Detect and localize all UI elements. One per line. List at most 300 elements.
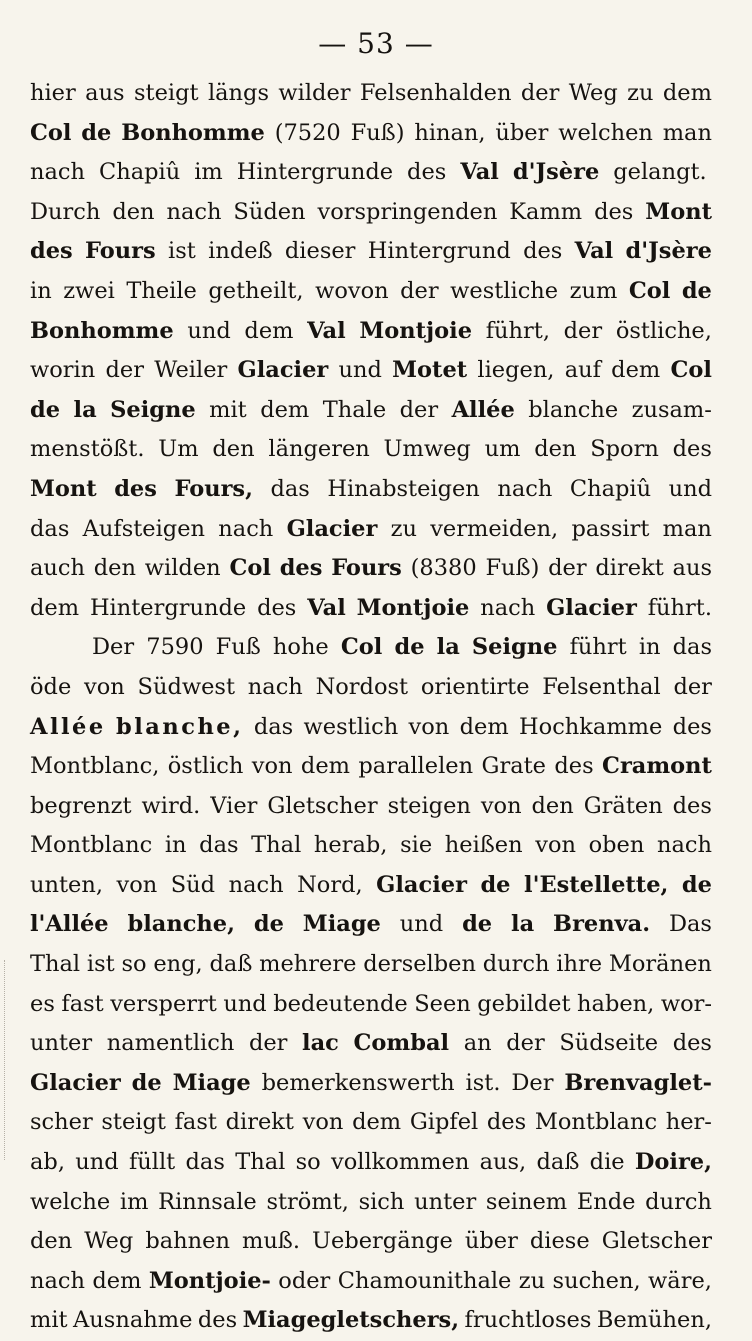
word: Chapiû (569, 475, 652, 502)
word: Glacier (286, 515, 378, 542)
word: eng, (153, 951, 203, 978)
word: Süden (233, 198, 306, 225)
word: blanche (528, 396, 619, 423)
word: Süd (170, 871, 216, 898)
word: Felsenthal (542, 673, 661, 700)
word: la (436, 634, 460, 661)
word: Glacier (376, 871, 467, 898)
word: unter (414, 1188, 477, 1215)
word: gelangt. (613, 159, 707, 186)
word: versperrt (110, 990, 217, 1017)
word: indeß (208, 238, 273, 265)
word: man (662, 119, 712, 146)
word: direkt (225, 1109, 294, 1136)
word: und (223, 990, 267, 1017)
text-line (30, 628, 712, 668)
word: in (638, 634, 661, 661)
text-line (30, 430, 712, 470)
word: dem (92, 1267, 142, 1294)
word: zu (390, 515, 417, 542)
word: den (534, 436, 577, 463)
word: de (480, 871, 511, 898)
word: Sporn (590, 436, 659, 463)
word: seinem (485, 1188, 568, 1215)
word: mit (209, 396, 247, 423)
word: wird. (141, 792, 201, 819)
word: der (548, 555, 587, 582)
word: de (394, 634, 425, 661)
word: Chamounithale (337, 1267, 512, 1294)
word: Montjoie- (148, 1267, 271, 1294)
word: mehrere (259, 951, 357, 978)
word: Cramont (602, 753, 712, 780)
word: mit (30, 1307, 68, 1334)
word: Miage (302, 911, 381, 938)
text-line (30, 74, 712, 114)
word: Montjoie (359, 317, 473, 344)
word: längs (207, 80, 269, 106)
word: der (520, 80, 560, 106)
word: unter (30, 1030, 93, 1057)
word: Um (158, 436, 199, 463)
word: vermeiden, (430, 515, 559, 542)
word: de (462, 911, 493, 938)
word: Kamm (509, 198, 583, 225)
word: Hochkamme (519, 713, 663, 740)
word: zu (627, 80, 654, 106)
word: (8380 (410, 555, 477, 582)
word: Brenvaglet- (564, 1069, 712, 1096)
text-line (30, 1064, 712, 1104)
word: nach (166, 198, 222, 225)
word: Hintergrund (367, 238, 511, 265)
text-line (30, 549, 712, 589)
word: blanche, (127, 911, 235, 938)
word: in (164, 832, 187, 859)
word: wor- (660, 990, 712, 1017)
word: Fours (331, 555, 402, 582)
text-line (30, 1103, 712, 1143)
word: Fours, (174, 475, 253, 502)
word: an (463, 1030, 492, 1057)
word: blanche, (116, 713, 244, 740)
word: passirt (571, 515, 650, 542)
word: Bonhomme (30, 317, 174, 344)
word: Fuß) (350, 119, 405, 146)
word: von (480, 792, 522, 819)
word: von (84, 673, 125, 700)
word: Das (668, 911, 712, 938)
word: der (673, 673, 712, 700)
text-line (30, 866, 712, 906)
word: l'Allée (30, 911, 109, 938)
word: de (30, 396, 61, 423)
text-line (30, 1262, 712, 1302)
word: Seen (414, 990, 471, 1017)
word: der (248, 1030, 288, 1057)
word: aus (672, 555, 712, 582)
word: de (253, 911, 284, 938)
word: Weg (568, 80, 618, 106)
word: d'Jsère (625, 238, 712, 265)
word: steigt (101, 1109, 166, 1136)
word: führt, (485, 317, 550, 344)
word: des (672, 792, 712, 819)
word: parallelen (358, 753, 474, 780)
word: Allée (30, 713, 106, 740)
word: ihre (556, 951, 603, 978)
word: das (253, 713, 294, 740)
word: sich (358, 1188, 405, 1215)
word: man (662, 515, 712, 542)
text-line (30, 668, 712, 708)
word: liegen, (477, 357, 555, 384)
word: und (187, 317, 231, 344)
word: Thale (322, 396, 387, 423)
word: des (554, 753, 594, 780)
word: nach (657, 832, 712, 859)
word: oder (278, 1267, 331, 1294)
word: Weiler (154, 357, 228, 384)
word: Weg (84, 1228, 134, 1255)
word: Thal (30, 951, 81, 978)
text-line (30, 708, 712, 748)
word: Moränen (608, 951, 712, 978)
word: Theile (126, 277, 197, 304)
word: auch (30, 555, 85, 582)
word: Bemühen, (596, 1307, 712, 1334)
word: dem (260, 396, 310, 423)
word: das (199, 832, 239, 859)
word: namentlich (106, 1030, 235, 1057)
text-line (30, 787, 712, 827)
text-line (30, 153, 712, 193)
body-text (30, 74, 712, 1341)
word: de (131, 1069, 162, 1096)
word: von (116, 871, 158, 898)
word: hinan, (414, 119, 486, 146)
word: Südseite (559, 1030, 659, 1057)
word: oben (588, 832, 645, 859)
word: Fours (85, 238, 156, 265)
word: la (73, 396, 97, 423)
word: Fuß) (485, 555, 540, 582)
word: heißen (444, 832, 523, 859)
word: direkt (595, 555, 664, 582)
word: zwei (63, 277, 115, 304)
word: dem (300, 753, 350, 780)
text-line (30, 1024, 712, 1064)
word: Chapiû (99, 159, 181, 186)
word: im (194, 159, 223, 186)
word: 7590 (146, 634, 204, 661)
word: Der (511, 1069, 554, 1096)
word: Val (460, 159, 499, 186)
word: dem (352, 1109, 402, 1136)
word: dem (459, 713, 509, 740)
word: Südwest (137, 673, 236, 700)
word: lac (302, 1030, 339, 1057)
word: Col (670, 357, 712, 384)
word: führt (569, 634, 627, 661)
word: der (506, 1030, 545, 1057)
text-line (30, 905, 712, 945)
word: der (105, 357, 144, 384)
word: menstößt. (30, 436, 145, 463)
word: um (484, 436, 521, 463)
text-line (30, 193, 712, 233)
word: Miage (172, 1069, 251, 1096)
word: Bonhomme (121, 119, 265, 146)
word: westliche (450, 277, 559, 304)
word: daß (536, 1149, 580, 1176)
word: Aufsteigen (82, 515, 206, 542)
word: herab, (313, 832, 388, 859)
word: der (399, 396, 439, 423)
word: Hinabsteigen (327, 475, 480, 502)
word: des (594, 198, 634, 225)
word: steigt (134, 80, 199, 106)
word: Val (574, 238, 614, 265)
word: so (295, 1149, 321, 1176)
word: Nord, (297, 871, 363, 898)
text-line (30, 1222, 712, 1262)
word: ist. (465, 1069, 501, 1096)
word: in (30, 277, 52, 304)
word: worin (30, 357, 96, 384)
word: nach (497, 475, 553, 502)
word: daß (209, 951, 253, 978)
text-line (30, 747, 712, 787)
word: des (197, 1307, 238, 1334)
word: der (400, 277, 439, 304)
word: das (185, 1149, 225, 1176)
word: zu (518, 1267, 546, 1294)
word: ist (168, 238, 196, 265)
word: den (112, 198, 155, 225)
word: bedeutende (273, 990, 408, 1017)
word: und (75, 1149, 119, 1176)
word: bemerkenswerth (261, 1069, 455, 1096)
word: vorspringenden (317, 198, 498, 225)
word: dem (662, 80, 712, 106)
word: den (531, 792, 574, 819)
word: muß. (241, 1228, 300, 1255)
word: wilder (278, 80, 351, 106)
word: derselben (363, 951, 476, 978)
word: Glacier (30, 1069, 121, 1096)
text-line (30, 510, 712, 550)
word: des (407, 159, 447, 186)
word: strömt, (266, 1188, 349, 1215)
text-line (30, 945, 712, 985)
word: durch (482, 951, 550, 978)
word: welchen (558, 119, 653, 146)
word: Montblanc, (30, 753, 160, 780)
word: Fuß (215, 634, 261, 661)
word: Gletscher (601, 1228, 712, 1255)
text-line (30, 351, 712, 391)
word: Col (30, 119, 72, 146)
margin-mark (4, 960, 9, 1160)
word: Gletscher (267, 792, 378, 819)
word: Glacier (237, 357, 329, 384)
word: von (302, 1109, 344, 1136)
word: (7520 (274, 119, 341, 146)
word: Grate (481, 753, 546, 780)
word: nach (218, 515, 274, 542)
word: Rinnsale (158, 1188, 257, 1215)
word: des (257, 594, 297, 621)
word: Col (628, 277, 671, 304)
word: de (681, 277, 712, 304)
word: Nordost (315, 673, 409, 700)
word: nach (480, 594, 536, 621)
text-line (30, 470, 712, 510)
word: zusam- (631, 396, 712, 423)
word: Hintergrunde (236, 159, 394, 186)
word: über (495, 119, 549, 146)
word: l'Estellette, (524, 871, 669, 898)
word: der (563, 317, 603, 344)
word: de (81, 119, 112, 146)
word: des (114, 475, 157, 502)
word: la (511, 911, 535, 938)
word: die (589, 1149, 625, 1176)
word: Seigne (471, 634, 558, 661)
word: unten, (30, 871, 103, 898)
word: öde (30, 673, 72, 700)
word: her- (665, 1109, 712, 1136)
word: Val (307, 594, 346, 621)
word: füllt (128, 1149, 176, 1176)
word: im (119, 1188, 149, 1215)
word: des (672, 713, 712, 740)
word: wilden (144, 555, 221, 582)
word: und (338, 357, 382, 384)
word: und (399, 911, 444, 938)
word: führt. (647, 594, 712, 621)
word: Mont (30, 475, 97, 502)
word: vollkommen (331, 1149, 470, 1176)
word: Gipfel (409, 1109, 479, 1136)
word: von (408, 713, 450, 740)
word: auf (564, 357, 601, 384)
word: fast (61, 990, 104, 1017)
word: Ausnahme (73, 1307, 193, 1334)
word: wovon (315, 277, 389, 304)
word: hohe (272, 634, 329, 661)
word: Thal (251, 832, 302, 859)
word: Montblanc (534, 1109, 658, 1136)
word: westlich (303, 713, 399, 740)
word: von (251, 753, 293, 780)
word: de (681, 871, 712, 898)
word: Col (229, 555, 271, 582)
word: Der (92, 634, 135, 661)
text-line (30, 312, 712, 352)
word: längeren (268, 436, 370, 463)
word: ist (86, 951, 115, 978)
word: das (270, 475, 310, 502)
word: Doire, (634, 1149, 712, 1176)
word: von (535, 832, 576, 859)
word: zum (569, 277, 618, 304)
word: nach (30, 159, 85, 186)
word: des (486, 1109, 527, 1136)
word: scher (30, 1109, 93, 1136)
word: Uebergänge (312, 1228, 453, 1255)
text-line (30, 826, 712, 866)
word: Thal (235, 1149, 286, 1176)
word: orientirte (420, 673, 530, 700)
word: des (279, 555, 323, 582)
word: wäre, (648, 1267, 712, 1294)
word: des (672, 1030, 712, 1057)
word: sie (400, 832, 433, 859)
word: nach (30, 1267, 85, 1294)
word: Motet (392, 357, 468, 384)
word: den (212, 436, 255, 463)
word: das (30, 515, 70, 542)
word: Durch (30, 198, 101, 225)
word: steigen (387, 792, 471, 819)
word: des (30, 238, 73, 265)
word: Montjoie (356, 594, 470, 621)
text-line (30, 232, 712, 272)
text-line (30, 391, 712, 431)
word: das (672, 634, 712, 661)
word: den (30, 1228, 73, 1255)
text-line (30, 272, 712, 312)
word: Combal (353, 1030, 450, 1057)
word: fast (174, 1109, 217, 1136)
word: es (30, 990, 55, 1017)
page-number: — 53 — (318, 27, 434, 60)
word: dem (244, 317, 294, 344)
text-line (30, 1143, 712, 1183)
word: d'Jsère (512, 159, 600, 186)
word: so (121, 951, 147, 978)
word: den (93, 555, 136, 582)
word: östlich (167, 753, 244, 780)
word: nach (247, 673, 303, 700)
word: getheilt, (208, 277, 304, 304)
word: ab, (30, 1149, 65, 1176)
word: bahnen (145, 1228, 230, 1255)
word: durch (645, 1188, 712, 1215)
word: Glacier (546, 594, 637, 621)
word: Felsenhalden (359, 80, 512, 106)
word: gebildet (477, 990, 571, 1017)
word: Montblanc (30, 832, 153, 859)
word: des (523, 238, 563, 265)
word: Hintergrunde (89, 594, 247, 621)
word: Umweg (383, 436, 471, 463)
word: Gräten (583, 792, 663, 819)
text-line (30, 114, 712, 154)
text-line (30, 589, 712, 629)
word: haben, (577, 990, 655, 1017)
word: suchen, (552, 1267, 641, 1294)
word: hier (30, 80, 76, 106)
word: welche (30, 1188, 111, 1215)
word: aus, (479, 1149, 527, 1176)
word: Mont (645, 198, 712, 225)
word: dem (611, 357, 661, 384)
word: begrenzt (30, 792, 132, 819)
text-line (30, 1183, 712, 1223)
